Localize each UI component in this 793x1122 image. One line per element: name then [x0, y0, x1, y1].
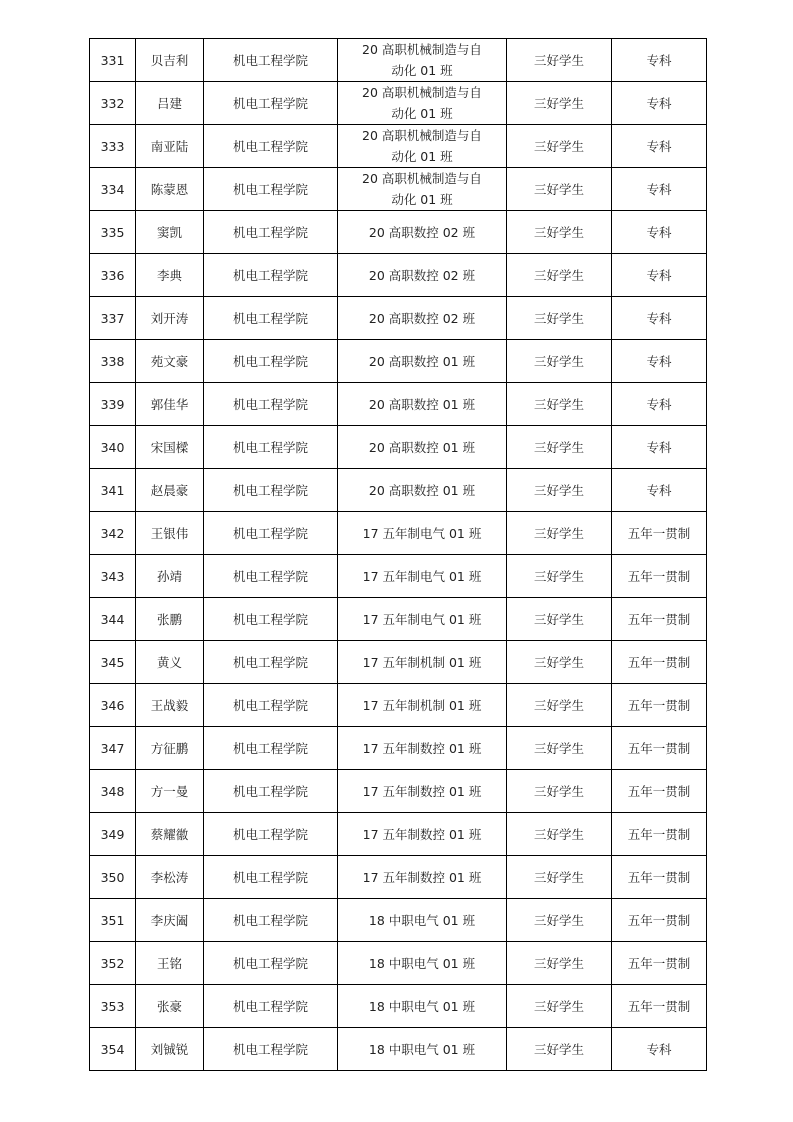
table-row	[90, 598, 707, 641]
award-type-cell: 三好学生	[507, 82, 612, 125]
student-name-cell: 王银伟	[136, 512, 204, 555]
class-name-cell	[338, 985, 507, 1028]
class-name-cell	[338, 598, 507, 641]
college-cell: 机电工程学院	[204, 340, 338, 383]
college-cell: 机电工程学院	[204, 598, 338, 641]
education-level-cell: 五年一贯制	[612, 727, 707, 770]
class-name-text: 20 高职数控 01 班	[368, 396, 476, 412]
class-name-text: 17 五年制机制 01 班	[362, 697, 482, 713]
table-row	[90, 469, 707, 512]
college-cell: 机电工程学院	[204, 856, 338, 899]
award-type-cell: 三好学生	[507, 727, 612, 770]
student-name-cell: 李松涛	[136, 856, 204, 899]
education-level-cell: 专科	[612, 82, 707, 125]
class-name-cell	[338, 469, 507, 512]
table-row	[90, 1028, 707, 1071]
row-number-cell: 341	[90, 469, 136, 512]
education-level-cell: 专科	[612, 1028, 707, 1071]
award-type-cell: 三好学生	[507, 641, 612, 684]
class-name-cell	[338, 856, 507, 899]
table-row	[90, 813, 707, 856]
row-number-cell: 351	[90, 899, 136, 942]
table-row	[90, 684, 707, 727]
table-row	[90, 727, 707, 770]
college-cell: 机电工程学院	[204, 82, 338, 125]
class-name-cell	[338, 555, 507, 598]
class-name-text: 20 高职机械制造与自动化 01 班	[362, 42, 482, 78]
row-number-cell: 339	[90, 383, 136, 426]
education-level-cell: 专科	[612, 39, 707, 82]
row-number-cell: 334	[90, 168, 136, 211]
class-name-text: 18 中职电气 01 班	[368, 955, 476, 971]
class-name-text: 18 中职电气 01 班	[368, 998, 476, 1014]
student-name-cell: 张豪	[136, 985, 204, 1028]
award-type-cell: 三好学生	[507, 770, 612, 813]
class-name-text: 17 五年制电气 01 班	[362, 525, 482, 541]
student-name-cell: 赵晨豪	[136, 469, 204, 512]
row-number-cell: 333	[90, 125, 136, 168]
class-name-cell	[338, 297, 507, 340]
row-number-cell: 345	[90, 641, 136, 684]
class-name-cell	[338, 512, 507, 555]
student-name-cell: 李庆阖	[136, 899, 204, 942]
table-row	[90, 340, 707, 383]
row-number-cell: 346	[90, 684, 136, 727]
class-name-text: 17 五年制数控 01 班	[362, 826, 482, 842]
table-row	[90, 426, 707, 469]
table-row	[90, 985, 707, 1028]
row-number-cell: 335	[90, 211, 136, 254]
row-number-cell: 354	[90, 1028, 136, 1071]
education-level-cell: 专科	[612, 168, 707, 211]
class-name-cell	[338, 813, 507, 856]
row-number-cell: 349	[90, 813, 136, 856]
college-cell: 机电工程学院	[204, 125, 338, 168]
table-row	[90, 39, 707, 82]
student-name-cell: 刘开涛	[136, 297, 204, 340]
student-name-cell: 贝吉利	[136, 39, 204, 82]
class-name-cell	[338, 641, 507, 684]
table-row	[90, 168, 707, 211]
education-level-cell: 专科	[612, 254, 707, 297]
student-name-cell: 陈蒙恩	[136, 168, 204, 211]
row-number-cell: 352	[90, 942, 136, 985]
award-roster-table	[89, 38, 707, 1071]
row-number-cell: 337	[90, 297, 136, 340]
student-name-cell: 孙靖	[136, 555, 204, 598]
award-type-cell: 三好学生	[507, 125, 612, 168]
education-level-cell: 五年一贯制	[612, 641, 707, 684]
student-name-cell: 方征鹏	[136, 727, 204, 770]
class-name-text: 17 五年制数控 01 班	[362, 783, 482, 799]
student-name-cell: 郭佳华	[136, 383, 204, 426]
education-level-cell: 专科	[612, 211, 707, 254]
row-number-cell: 340	[90, 426, 136, 469]
class-name-text: 18 中职电气 01 班	[368, 1041, 476, 1057]
college-cell: 机电工程学院	[204, 555, 338, 598]
row-number-cell: 342	[90, 512, 136, 555]
education-level-cell: 五年一贯制	[612, 598, 707, 641]
class-name-text: 20 高职机械制造与自动化 01 班	[362, 128, 482, 164]
student-name-cell: 南亚陆	[136, 125, 204, 168]
award-type-cell: 三好学生	[507, 684, 612, 727]
class-name-text: 17 五年制数控 01 班	[362, 740, 482, 756]
class-name-text: 17 五年制数控 01 班	[362, 869, 482, 885]
education-level-cell: 五年一贯制	[612, 856, 707, 899]
row-number-cell: 348	[90, 770, 136, 813]
college-cell: 机电工程学院	[204, 641, 338, 684]
class-name-text: 17 五年制机制 01 班	[362, 654, 482, 670]
row-number-cell: 343	[90, 555, 136, 598]
class-name-text: 18 中职电气 01 班	[368, 912, 476, 928]
table-row	[90, 641, 707, 684]
award-type-cell: 三好学生	[507, 297, 612, 340]
education-level-cell: 专科	[612, 297, 707, 340]
college-cell: 机电工程学院	[204, 383, 338, 426]
college-cell: 机电工程学院	[204, 1028, 338, 1071]
education-level-cell: 五年一贯制	[612, 512, 707, 555]
student-name-cell: 黄义	[136, 641, 204, 684]
award-type-cell: 三好学生	[507, 985, 612, 1028]
class-name-cell	[338, 39, 507, 82]
class-name-cell	[338, 211, 507, 254]
class-name-text: 20 高职数控 01 班	[368, 482, 476, 498]
college-cell: 机电工程学院	[204, 254, 338, 297]
award-type-cell: 三好学生	[507, 598, 612, 641]
education-level-cell: 专科	[612, 469, 707, 512]
college-cell: 机电工程学院	[204, 469, 338, 512]
class-name-cell	[338, 125, 507, 168]
class-name-cell	[338, 1028, 507, 1071]
class-name-text: 20 高职机械制造与自动化 01 班	[362, 85, 482, 121]
row-number-cell: 331	[90, 39, 136, 82]
class-name-text: 20 高职机械制造与自动化 01 班	[362, 171, 482, 207]
table-row	[90, 383, 707, 426]
education-level-cell: 五年一贯制	[612, 555, 707, 598]
row-number-cell: 353	[90, 985, 136, 1028]
table-row	[90, 856, 707, 899]
class-name-cell	[338, 340, 507, 383]
college-cell: 机电工程学院	[204, 39, 338, 82]
class-name-text: 20 高职数控 02 班	[368, 224, 476, 240]
college-cell: 机电工程学院	[204, 512, 338, 555]
award-type-cell: 三好学生	[507, 254, 612, 297]
award-type-cell: 三好学生	[507, 469, 612, 512]
award-type-cell: 三好学生	[507, 340, 612, 383]
education-level-cell: 五年一贯制	[612, 770, 707, 813]
row-number-cell: 344	[90, 598, 136, 641]
award-type-cell: 三好学生	[507, 555, 612, 598]
college-cell: 机电工程学院	[204, 770, 338, 813]
student-name-cell: 王战毅	[136, 684, 204, 727]
row-number-cell: 350	[90, 856, 136, 899]
student-name-cell: 苑文豪	[136, 340, 204, 383]
award-roster-body	[90, 39, 707, 1071]
student-name-cell: 刘铖锐	[136, 1028, 204, 1071]
college-cell: 机电工程学院	[204, 426, 338, 469]
table-row	[90, 82, 707, 125]
table-row	[90, 942, 707, 985]
student-name-cell: 张鹏	[136, 598, 204, 641]
table-row	[90, 555, 707, 598]
table-row	[90, 211, 707, 254]
class-name-text: 20 高职数控 02 班	[368, 267, 476, 283]
education-level-cell: 专科	[612, 125, 707, 168]
class-name-cell	[338, 899, 507, 942]
college-cell: 机电工程学院	[204, 942, 338, 985]
award-type-cell: 三好学生	[507, 942, 612, 985]
class-name-cell	[338, 684, 507, 727]
class-name-cell	[338, 942, 507, 985]
class-name-text: 20 高职数控 01 班	[368, 353, 476, 369]
class-name-text: 17 五年制电气 01 班	[362, 611, 482, 627]
student-name-cell: 宋国樑	[136, 426, 204, 469]
table-row	[90, 254, 707, 297]
table-row	[90, 899, 707, 942]
student-name-cell: 方一曼	[136, 770, 204, 813]
row-number-cell: 332	[90, 82, 136, 125]
class-name-cell	[338, 727, 507, 770]
class-name-text: 20 高职数控 01 班	[368, 439, 476, 455]
class-name-cell	[338, 383, 507, 426]
award-type-cell: 三好学生	[507, 39, 612, 82]
college-cell: 机电工程学院	[204, 684, 338, 727]
class-name-cell	[338, 770, 507, 813]
education-level-cell: 五年一贯制	[612, 985, 707, 1028]
college-cell: 机电工程学院	[204, 813, 338, 856]
award-type-cell: 三好学生	[507, 168, 612, 211]
education-level-cell: 五年一贯制	[612, 684, 707, 727]
class-name-cell	[338, 426, 507, 469]
award-type-cell: 三好学生	[507, 1028, 612, 1071]
class-name-text: 20 高职数控 02 班	[368, 310, 476, 326]
class-name-cell	[338, 82, 507, 125]
college-cell: 机电工程学院	[204, 211, 338, 254]
table-row	[90, 770, 707, 813]
award-type-cell: 三好学生	[507, 211, 612, 254]
college-cell: 机电工程学院	[204, 297, 338, 340]
college-cell: 机电工程学院	[204, 985, 338, 1028]
student-name-cell: 吕建	[136, 82, 204, 125]
education-level-cell: 专科	[612, 340, 707, 383]
table-row	[90, 512, 707, 555]
education-level-cell: 专科	[612, 426, 707, 469]
student-name-cell: 蔡耀徽	[136, 813, 204, 856]
award-type-cell: 三好学生	[507, 899, 612, 942]
award-type-cell: 三好学生	[507, 426, 612, 469]
college-cell: 机电工程学院	[204, 727, 338, 770]
row-number-cell: 336	[90, 254, 136, 297]
award-type-cell: 三好学生	[507, 856, 612, 899]
row-number-cell: 338	[90, 340, 136, 383]
college-cell: 机电工程学院	[204, 168, 338, 211]
college-cell: 机电工程学院	[204, 899, 338, 942]
award-type-cell: 三好学生	[507, 813, 612, 856]
student-name-cell: 王铭	[136, 942, 204, 985]
education-level-cell: 五年一贯制	[612, 942, 707, 985]
award-type-cell: 三好学生	[507, 512, 612, 555]
table-row	[90, 125, 707, 168]
student-name-cell: 李典	[136, 254, 204, 297]
class-name-text: 17 五年制电气 01 班	[362, 568, 482, 584]
education-level-cell: 专科	[612, 383, 707, 426]
class-name-cell	[338, 168, 507, 211]
row-number-cell: 347	[90, 727, 136, 770]
education-level-cell: 五年一贯制	[612, 899, 707, 942]
student-name-cell: 窦凯	[136, 211, 204, 254]
class-name-cell	[338, 254, 507, 297]
award-type-cell: 三好学生	[507, 383, 612, 426]
table-row	[90, 297, 707, 340]
education-level-cell: 五年一贯制	[612, 813, 707, 856]
